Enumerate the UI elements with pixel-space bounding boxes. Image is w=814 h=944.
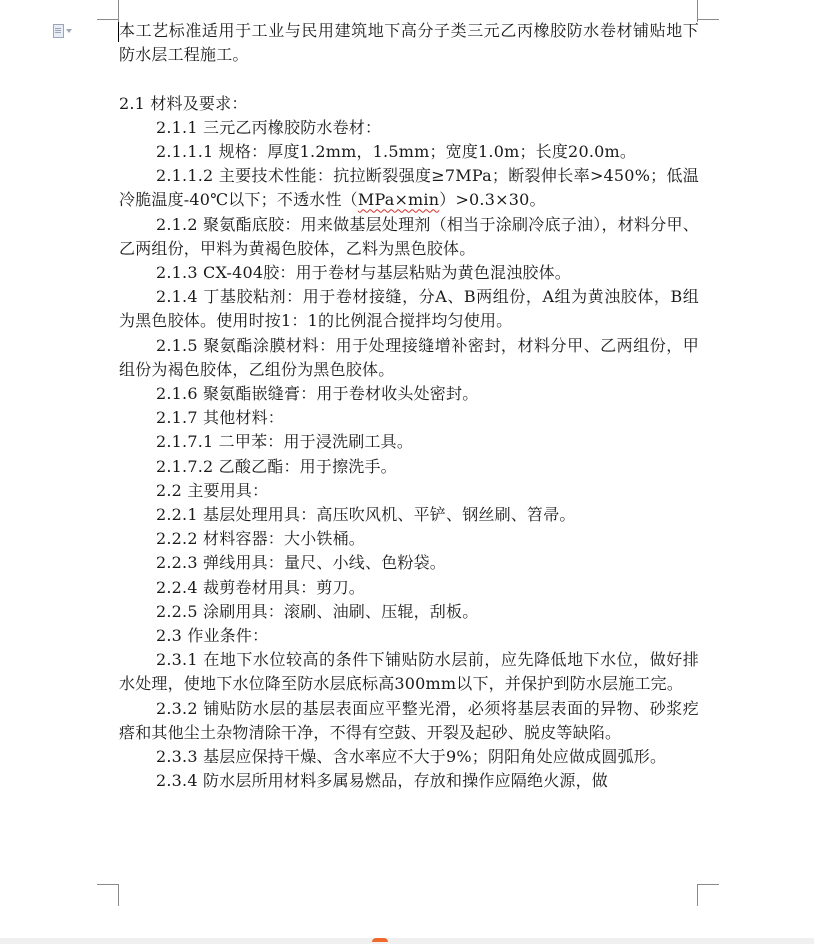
paragraph-2-2-5: 2.2.5 涂刷用具：滚刷、油刷、压辊，刮板。 <box>156 601 479 621</box>
section-heading-2-1: 2.1 材料及要求： <box>119 93 248 113</box>
document-icon[interactable] <box>53 24 77 38</box>
paragraph-2-2-3: 2.2.3 弹线用具：量尺、小线、色粉袋。 <box>156 553 446 573</box>
section-heading-2-2: 2.2 主要用具： <box>156 480 269 500</box>
crop-mark-top-left-h <box>97 19 119 20</box>
paragraph-2-3-2: 2.3.2 铺贴防水层的基层表面应平整光滑，必须将基层表面的异物、砂浆疙瘩和其他尘土杂物清除干净，不得有空鼓、开裂及起砂、脱皮等缺陷。 <box>119 698 699 742</box>
paragraph-2-2-4: 2.2.4 裁剪卷材用具：剪刀。 <box>156 577 365 597</box>
paragraph-2-1-2: 2.1.2 聚氨酯底胶：用来做基层处理剂（相当于涂刷冷底子油），材料分甲、乙两组份，甲料为黄褐色胶体，乙料为黑色胶体。 <box>119 214 699 258</box>
spellcheck-flagged-unit[interactable]: MPa×min <box>357 190 440 210</box>
paragraph-2-1-6: 2.1.6 聚氨酯嵌缝膏：用于卷材收头处密封。 <box>156 384 479 404</box>
blank-line <box>119 67 699 91</box>
paragraph-2-2-1: 2.2.1 基层处理用具：高压吹风机、平铲、钢丝刷、笤帚。 <box>156 505 576 525</box>
paragraph-2-1-1-2-text-a: 2.1.1.2 主要技术性能：抗拉断裂强度≥7MPa；断裂伸长率>450%；低温冷脆温度-40℃以下；不透水性（ <box>119 166 699 210</box>
crop-mark-bottom-left-h <box>97 884 119 885</box>
crop-mark-bottom-left-v <box>118 884 119 906</box>
paragraph-2-3-4: 2.3.4 防水层所用材料多属易燃品，存放和操作应隔绝火源，做 <box>156 771 608 791</box>
crop-mark-bottom-right-h <box>697 884 719 885</box>
status-strip <box>0 938 814 944</box>
paragraph-2-1-1-1: 2.1.1.1 规格：厚度1.2mm，1.5mm；宽度1.0m；长度20.0m。 <box>156 142 637 161</box>
crop-mark-top-right-h <box>697 19 719 20</box>
document-sheet-icon <box>53 24 64 38</box>
paragraph-2-1-1-2 <box>119 164 699 212</box>
crop-mark-bottom-right-v <box>697 884 698 906</box>
section-heading-2-3: 2.3 作业条件： <box>156 626 269 646</box>
paragraph-2-1-3: 2.1.3 CX-404胶：用于卷材与基层粘贴为黄色混浊胶体。 <box>156 263 572 283</box>
paragraph-2-1-7-1: 2.1.7.1 二甲苯：用于浸洗刷工具。 <box>156 432 414 452</box>
document-body[interactable] <box>119 19 699 793</box>
paragraph-2-2-2: 2.2.2 材料容器：大小铁桶。 <box>156 529 365 549</box>
paragraph-2-1-7-2: 2.1.7.2 乙酸乙酯：用于擦洗手。 <box>156 456 397 476</box>
paragraph-2-1-5: 2.1.5 聚氨酯涂膜材料：用于处理接缝增补密封，材料分甲、乙两组份，甲组份为褐色胶体，乙组份为黑色胶体。 <box>119 335 699 379</box>
chevron-down-icon <box>66 29 72 33</box>
paragraph-2-1-7: 2.1.7 其他材料： <box>156 408 284 428</box>
paragraph-2-1-1-2-text-b: ）>0.3×30。 <box>439 190 546 210</box>
paragraph-2-1-4: 2.1.4 丁基胶粘剂：用于卷材接缝，分A、B两组份，A组为黄浊胶体，B组为黑色胶体。使用时按1：1的比例混合搅拌均匀使用。 <box>119 287 699 331</box>
accent-tab <box>372 938 388 942</box>
intro-paragraph: 本工艺标准适用于工业与民用建筑地下高分子类三元乙丙橡胶防水卷材铺贴地下防水层工程施工。 <box>119 21 699 65</box>
paragraph-2-3-1: 2.3.1 在地下水位较高的条件下铺贴防水层前，应先降低地下水位，做好排水处理，使地下水位降至防水层底标高300mm以下，并保护到防水层施工完。 <box>119 650 699 694</box>
paragraph-2-1-1: 2.1.1 三元乙丙橡胶防水卷材： <box>156 117 382 137</box>
paragraph-2-3-3: 2.3.3 基层应保持干燥、含水率应不大于9%；阴阳角处应做成圆弧形。 <box>156 747 667 767</box>
